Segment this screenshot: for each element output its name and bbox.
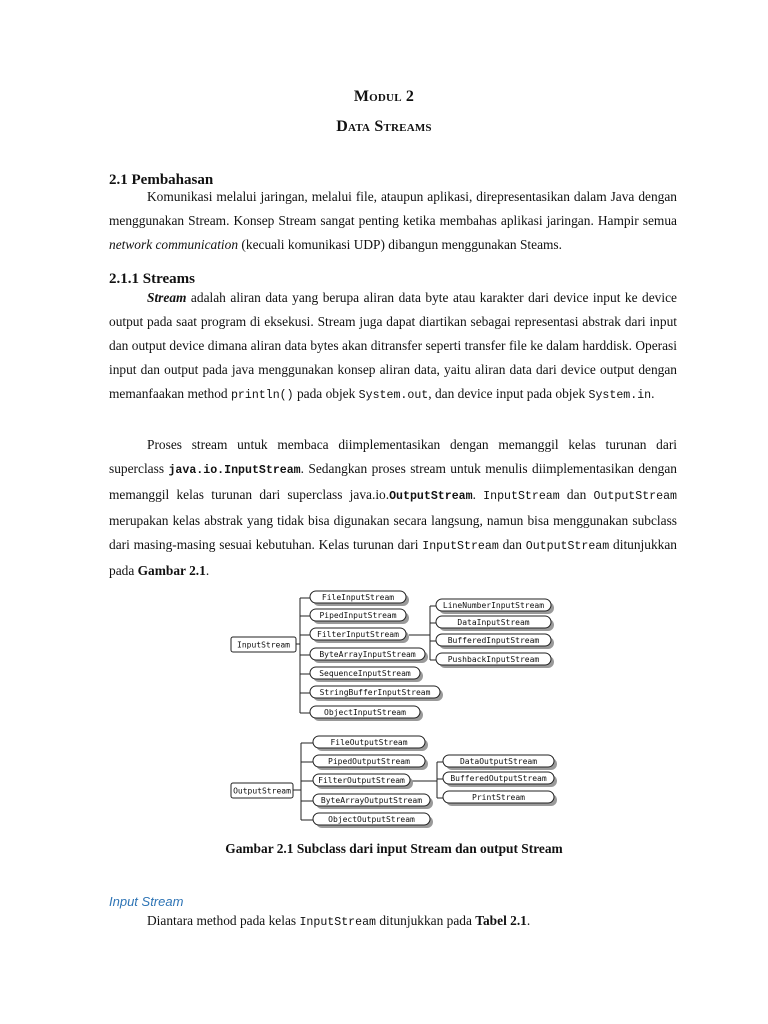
- module-label: Modul 2: [353, 88, 415, 105]
- svg-text:PipedInputStream: PipedInputStream: [319, 611, 397, 620]
- paragraph-streams: Stream adalah aliran data yang berupa aliran data byte atau karakter dari device input ke device output pada saat program di eksekusi. Stream juga dapat diartikan sebagai representasi abstrak dari input dan output device dimana aliran data bytes akan ditransfer seperti transfer file ke dalam harddisk. Operasi input dan output pada java menggunakan konsep aliran data, yaitu aliran data dari device output dengan memanfaakan method println() pada objek System.out, dan device input pada objek System.in.: [109, 290, 677, 402]
- svg-text:ObjectOutputStream: ObjectOutputStream: [328, 815, 415, 824]
- paragraph-proses-stream: Proses stream untuk membaca diimplementasikan dengan memanggil kelas turunan dari superclass java.io.InputStream. Sedangkan proses stream untuk menulis diimplementasikan dengan memanggil kelas turunan dari superclass java.io.OutputStream. InputStream dan OutputStream merupakan kelas abstrak yang tidak bisa digunakan secara langsung, namun bisa menggunakan subclass dari masing-masing sesuai kebutuhan. Kelas turunan dari InputStream dan OutputStream ditunjukkan pada Gambar 2.1.: [109, 437, 678, 578]
- node-objectinputstream: [310, 706, 423, 721]
- svg-text:PrintStream: PrintStream: [472, 793, 525, 802]
- node-dataoutputstream: [443, 755, 557, 770]
- node-datainputstream: [436, 616, 554, 631]
- svg-text:LineNumberInputStream: LineNumberInputStream: [442, 601, 545, 610]
- node-fileinputstream: [310, 591, 409, 606]
- svg-text:BufferedInputStream: BufferedInputStream: [447, 636, 540, 645]
- node-fileoutputstream: [313, 736, 428, 751]
- node-inputstream-root: [231, 637, 296, 652]
- paragraph-pembahasan: Komunikasi melalui jaringan, melalui file, ataupun aplikasi, direpresentasikan dalam Java dengan menggunakan Stream. Konsep Stream sangat penting ketika membahas aplikasi jaringan. Hampir semua network communication (kecuali komunikasi UDP) dibangun menggunakan Steams.: [109, 189, 677, 252]
- svg-text:ByteArrayInputStream: ByteArrayInputStream: [319, 650, 416, 659]
- svg-text:OutputStream: OutputStream: [233, 786, 291, 796]
- figure-caption: Gambar 2.1 Subclass dari input Stream dan output Stream: [225, 841, 563, 856]
- svg-text:DataOutputStream: DataOutputStream: [459, 757, 538, 766]
- node-linenumberinputstream: [436, 599, 554, 614]
- page-title: Data Streams: [336, 118, 432, 135]
- node-sequenceinputstream: [310, 667, 423, 682]
- node-pushbackinputstream: [436, 653, 554, 668]
- svg-text:FilterInputStream: FilterInputStream: [317, 630, 399, 639]
- svg-text:StringBufferInputStream: StringBufferInputStream: [319, 688, 431, 697]
- section-heading-2-1-1: 2.1.1 Streams: [109, 271, 195, 287]
- paragraph-input-stream: Diantara method pada kelas InputStream ditunjukkan pada Tabel 2.1.: [147, 913, 531, 929]
- node-outputstream-root: [231, 783, 293, 798]
- node-bufferedinputstream: [436, 634, 554, 649]
- node-printstream: [443, 791, 557, 806]
- node-bytearrayoutputstream: [313, 794, 433, 809]
- node-pipedinputstream: [310, 609, 409, 624]
- svg-text:InputStream: InputStream: [237, 640, 290, 650]
- svg-text:PipedOutputStream: PipedOutputStream: [328, 757, 410, 766]
- svg-text:ByteArrayOutputStream: ByteArrayOutputStream: [320, 796, 423, 805]
- node-pipedoutputstream: [313, 755, 428, 770]
- svg-text:DataInputStream: DataInputStream: [457, 618, 530, 627]
- svg-text:FileInputStream: FileInputStream: [321, 593, 395, 602]
- node-bufferedoutputstream: [443, 772, 557, 787]
- subheading-input-stream: Input Stream: [109, 894, 184, 909]
- node-bytearrayinputstream: [310, 648, 428, 663]
- svg-text:FilterOutputStream: FilterOutputStream: [318, 776, 405, 785]
- svg-text:FileOutputStream: FileOutputStream: [330, 738, 408, 747]
- section-heading-2-1: 2.1 Pembahasan: [109, 172, 214, 188]
- node-stringbufferinputstream: [310, 686, 443, 701]
- node-objectoutputstream: [313, 813, 433, 828]
- svg-text:SequenceInputStream: SequenceInputStream: [319, 669, 411, 678]
- svg-text:ObjectInputStream: ObjectInputStream: [324, 708, 406, 717]
- node-filterinputstream: [310, 628, 409, 643]
- svg-text:PushbackInputStream: PushbackInputStream: [447, 655, 540, 664]
- node-filteroutputstream: [313, 774, 413, 789]
- svg-text:BufferedOutputStream: BufferedOutputStream: [450, 774, 547, 783]
